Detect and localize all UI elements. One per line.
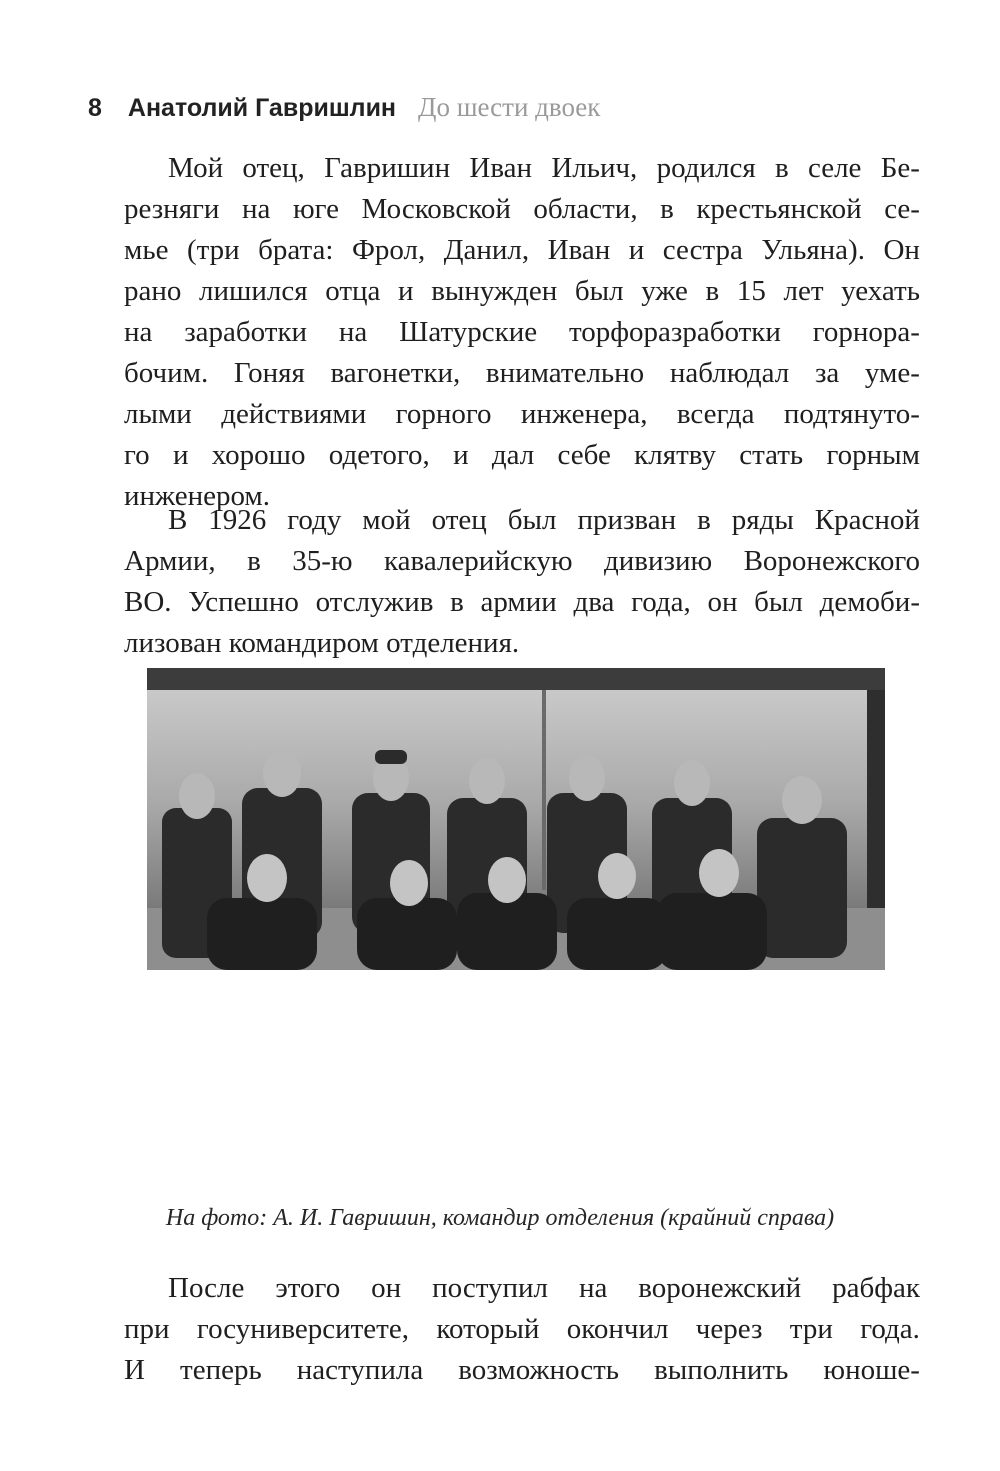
word: демоби- xyxy=(819,586,920,618)
word: рабфак xyxy=(832,1272,920,1304)
word: Он xyxy=(883,234,920,266)
photo-caption: На фото: А. И. Гавришин, командир отделения (крайний справа) xyxy=(165,1205,835,1231)
word: армии xyxy=(480,586,557,618)
word: торфоразработки xyxy=(568,316,781,348)
word: и xyxy=(453,439,469,471)
word: сестра xyxy=(662,234,743,266)
text-line xyxy=(124,1268,920,1309)
text-line xyxy=(124,312,920,353)
text-line: инженером. xyxy=(124,480,271,512)
word: наступила xyxy=(296,1354,424,1386)
word: в xyxy=(697,504,711,536)
text-line xyxy=(124,435,920,476)
page-number: 8 xyxy=(88,94,102,122)
word: и xyxy=(398,275,414,307)
word: стать xyxy=(739,439,804,471)
running-header xyxy=(88,92,600,132)
word: рано xyxy=(124,275,182,307)
text-line xyxy=(124,353,920,394)
word: на xyxy=(578,1272,608,1304)
word: заработки xyxy=(184,316,308,348)
text-line xyxy=(124,541,920,582)
word: го xyxy=(124,439,150,471)
word: мье xyxy=(124,234,169,266)
text-line xyxy=(124,148,920,189)
word: поступил xyxy=(432,1272,549,1304)
word: 15 xyxy=(736,275,766,307)
word: он xyxy=(707,586,738,618)
word: Иван xyxy=(469,152,533,184)
word: дивизию xyxy=(604,545,713,577)
word: который xyxy=(436,1313,540,1345)
word: был xyxy=(574,275,624,307)
word: на xyxy=(242,193,271,225)
word: Мой xyxy=(168,152,224,184)
word: 35-ю xyxy=(292,545,353,577)
word: Армии, xyxy=(124,545,216,577)
word: Ильич, xyxy=(551,152,638,184)
word: два xyxy=(573,586,615,618)
author-name: Анатолий Гавришлин xyxy=(127,94,397,122)
word: кавалерийскую xyxy=(384,545,573,577)
group-photo xyxy=(147,668,885,970)
text-line xyxy=(124,1350,920,1391)
word: подтянуто- xyxy=(783,398,920,430)
word: года. xyxy=(860,1313,920,1345)
word: себе xyxy=(557,439,611,471)
word: ряды xyxy=(731,504,794,536)
word: брата: xyxy=(258,234,334,266)
word: 1926 xyxy=(208,504,267,536)
word: инженера, xyxy=(520,398,648,430)
word: лишился xyxy=(199,275,308,307)
word: Данил, xyxy=(443,234,530,266)
word: (три xyxy=(186,234,240,266)
word: юге xyxy=(292,193,339,225)
word: действиями xyxy=(221,398,367,430)
word: в xyxy=(660,193,674,225)
word: Иван xyxy=(547,234,611,266)
word: выполнить xyxy=(654,1354,789,1386)
word: был xyxy=(507,504,557,536)
word: вагонетки, xyxy=(330,357,461,389)
word: уже xyxy=(641,275,688,307)
text-line: лизован командиром отделения. xyxy=(124,627,520,659)
text-line xyxy=(124,1309,920,1350)
word: После xyxy=(168,1272,245,1304)
paragraph-2 xyxy=(124,500,920,664)
text-line xyxy=(124,394,920,435)
word: резняги xyxy=(124,193,220,225)
word: году xyxy=(287,504,342,536)
word: уме- xyxy=(864,357,920,389)
word: на xyxy=(338,316,368,348)
word: уехать xyxy=(841,275,920,307)
word: лет xyxy=(783,275,824,307)
word: горнора- xyxy=(812,316,920,348)
word: был xyxy=(754,586,803,618)
paragraph-3 xyxy=(124,1268,920,1391)
word: лыми xyxy=(124,398,192,430)
word: Фрол, xyxy=(351,234,426,266)
word: Бе- xyxy=(880,152,920,184)
word: дал xyxy=(491,439,535,471)
word: и xyxy=(628,234,645,266)
word: наблюдал xyxy=(669,357,790,389)
word: в xyxy=(450,586,464,618)
word: этого xyxy=(275,1272,341,1304)
word: госуниверситете, xyxy=(196,1313,409,1345)
word: он xyxy=(371,1272,402,1304)
word: возможность xyxy=(458,1354,620,1386)
word: И xyxy=(124,1354,145,1386)
word: теперь xyxy=(180,1354,262,1386)
word: вынужден xyxy=(431,275,558,307)
text-line xyxy=(124,230,920,271)
word: одетого, xyxy=(328,439,430,471)
word: в xyxy=(775,152,789,184)
word: В xyxy=(168,504,188,536)
book-title: До шести двоек xyxy=(418,92,601,122)
word: селе xyxy=(807,152,862,184)
word: Красной xyxy=(814,504,920,536)
word: за xyxy=(814,357,840,389)
word: отец xyxy=(431,504,487,536)
word: Гавришин xyxy=(324,152,451,184)
word: Ульяна). xyxy=(761,234,865,266)
word: бочим. xyxy=(124,357,209,389)
word: отслужив xyxy=(315,586,434,618)
word: Успешно xyxy=(188,586,299,618)
word: мой xyxy=(362,504,411,536)
word: при xyxy=(124,1313,170,1345)
word: се- xyxy=(884,193,920,225)
paragraph-1 xyxy=(124,148,920,517)
word: клятву xyxy=(634,439,716,471)
word: Воронежского xyxy=(743,545,920,577)
word: Гоняя xyxy=(233,357,305,389)
word: в xyxy=(247,545,261,577)
word: на xyxy=(124,316,153,348)
word: окончил xyxy=(566,1313,669,1345)
word: через xyxy=(695,1313,763,1345)
text-line xyxy=(124,500,920,541)
text-line xyxy=(124,582,920,623)
word: всегда xyxy=(676,398,755,430)
word: ВО. xyxy=(124,586,172,618)
word: родился xyxy=(656,152,756,184)
word: воронежский xyxy=(638,1272,802,1304)
word: три xyxy=(789,1313,833,1345)
word: горным xyxy=(826,439,920,471)
word: призван xyxy=(577,504,677,536)
word: в xyxy=(705,275,720,307)
word: и xyxy=(172,439,189,471)
word: крестьянской xyxy=(696,193,862,225)
word: внимательно xyxy=(485,357,645,389)
text-line xyxy=(124,189,920,230)
word: юноше- xyxy=(823,1354,920,1386)
word: отца xyxy=(325,275,381,307)
word: горного xyxy=(395,398,492,430)
word: Московской xyxy=(361,193,511,225)
word: Шатурские xyxy=(399,316,538,348)
text-line xyxy=(124,271,920,312)
word: года, xyxy=(631,586,691,618)
word: отец, xyxy=(242,152,305,184)
word: хорошо xyxy=(211,439,306,471)
word: области, xyxy=(533,193,638,225)
